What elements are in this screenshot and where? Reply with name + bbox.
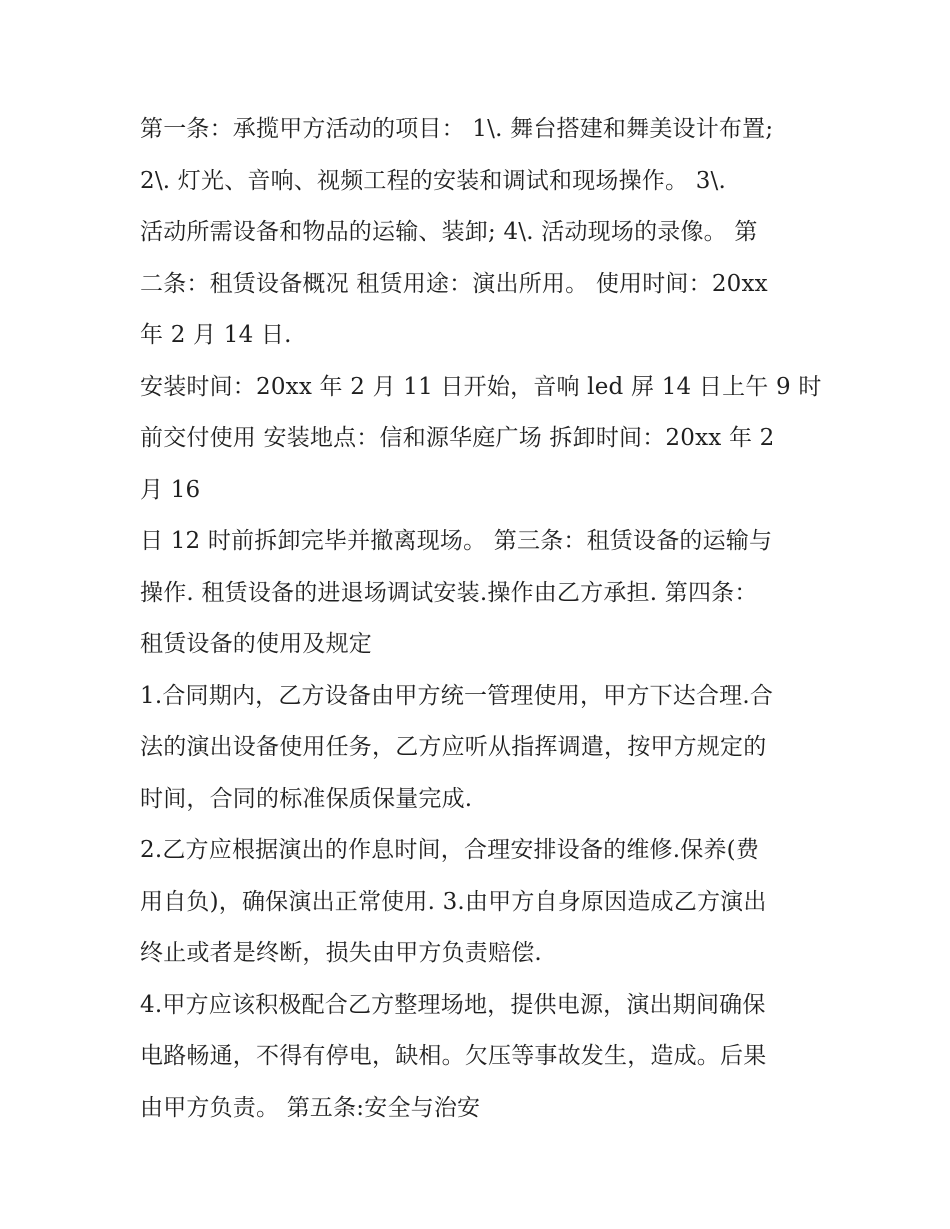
text-line-16: 用自负)，确保演出正常使用. 3.由甲方自身原因造成乙方演出: [140, 888, 767, 915]
text-line-18: 4.甲方应该积极配合乙方整理场地，提供电源，演出期间确保: [140, 991, 766, 1018]
text-line-4: 二条：租赁设备概况 租赁用途：演出所用。 使用时间：20xx: [140, 270, 768, 297]
text-line-9: 日 12 时前拆卸完毕并撤离现场。 第三条：租赁设备的运输与: [140, 528, 773, 554]
text-line-11: 租赁设备的使用及规定: [140, 631, 372, 657]
text-line-6: 安装时间：20xx 年 2 月 11 日开始，音响 led 屏 14 日上午 9 时: [140, 373, 822, 400]
text-line-20: 由甲方负责。 第五条:安全与治安: [140, 1094, 481, 1121]
text-line-10: 操作. 租赁设备的进退场调试安装.操作由乙方承担. 第四条：: [140, 579, 758, 606]
text-line-5: 年 2 月 14 日.: [140, 322, 292, 348]
text-line-8: 月 16: [140, 476, 201, 503]
text-line-15: 2.乙方应根据演出的作息时间，合理安排设备的维修.保养(费: [140, 837, 760, 863]
text-line-19: 电路畅通，不得有停电，缺相。欠压等事故发生，造成。后果: [140, 1043, 767, 1069]
text-line-14: 时间，合同的标准保质保量完成.: [140, 785, 473, 812]
text-line-7: 前交付使用 安装地点：信和源华庭广场 拆卸时间：20xx 年 2: [140, 425, 775, 451]
text-line-1: 第一条：承揽甲方活动的项目： 1\. 舞台搭建和舞美设计布置;: [140, 116, 774, 142]
text-line-3: 活动所需设备和物品的运输、装卸; 4\. 活动现场的录像。 第: [140, 219, 758, 245]
text-line-12: 1.合同期内，乙方设备由甲方统一管理使用，甲方下达合理.合: [140, 682, 774, 709]
text-line-13: 法的演出设备使用任务，乙方应听从指挥调遣，按甲方规定的: [140, 734, 767, 760]
contract-text: [140, 104, 830, 1134]
text-line-2: 2\. 灯光、音响、视频工程的安装和调试和现场操作。 3\.: [140, 167, 727, 194]
text-line-17: 终止或者是终断，损失由甲方负责赔偿.: [140, 940, 542, 966]
